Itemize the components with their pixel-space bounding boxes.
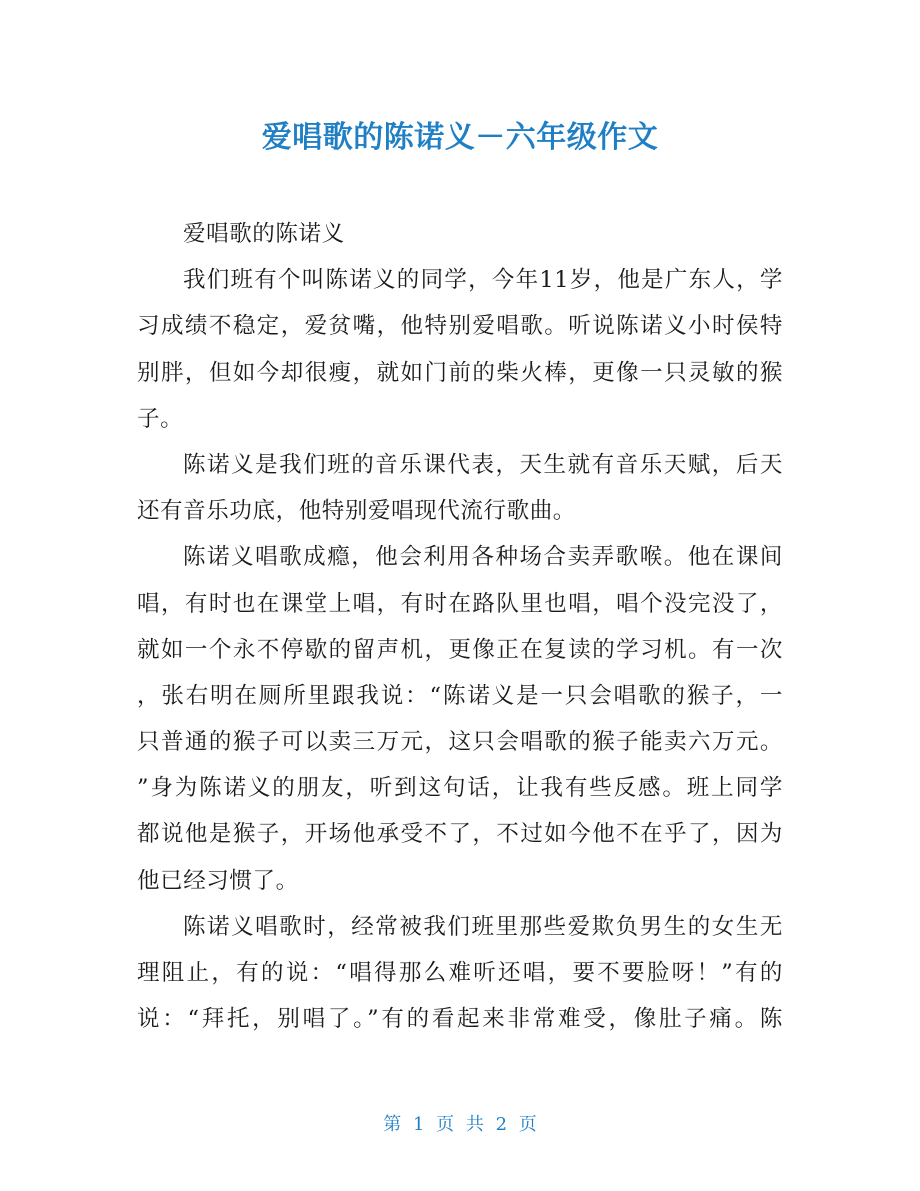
- text-line: 唱，有时也在课堂上唱，有时在路队里也唱，唱个没完没了，: [137, 590, 783, 617]
- text-line: 子。: [137, 405, 184, 432]
- text-line: 别胖，但如今却很瘦，就如门前的柴火棒，更像一只灵敏的猴: [137, 359, 783, 386]
- text-line: 陈诺义唱歌时，经常被我们班里那些爱欺负男生的女生无: [183, 913, 783, 940]
- document-body: [137, 211, 783, 1042]
- text-line: 习成绩不稳定，爱贫嘴，他特别爱唱歌。听说陈诺义小时侯特: [137, 313, 783, 340]
- subtitle-line: 爱唱歌的陈诺义: [183, 221, 345, 247]
- document-title: 爱唱歌的陈诺义－六年级作文: [261, 120, 659, 155]
- text-line: 就如一个永不停歇的留声机，更像正在复读的学习机。有一次: [137, 636, 783, 663]
- text-line: ，张右明在厕所里跟我说：“陈诺义是一只会唱歌的猴子，一: [137, 682, 783, 709]
- text-line: 他已经习惯了。: [137, 867, 299, 894]
- text-line: 说：“拜托，别唱了。”有的看起来非常难受，像肚子痛。陈: [137, 1006, 783, 1033]
- text-line: 理阻止，有的说：“唱得那么难听还唱，要不要脸呀！”有的: [137, 960, 783, 986]
- text-line: 都说他是猴子，开场他承受不了，不过如今他不在乎了，因为: [137, 821, 783, 848]
- text-line: 只普通的猴子可以卖三万元，这只会唱歌的猴子能卖六万元。: [137, 729, 783, 756]
- page-number-footer: 第 1 页 共 2 页: [383, 1114, 537, 1135]
- text-line: 陈诺义是我们班的音乐课代表，天生就有音乐天赋，后天: [183, 451, 783, 478]
- text-line: 我们班有个叫陈诺义的同学，今年11岁，他是广东人，学: [183, 267, 783, 294]
- text-line: 陈诺义唱歌成瘾，他会利用各种场合卖弄歌喉。他在课间: [183, 544, 783, 571]
- text-line: ”身为陈诺义的朋友，听到这句话，让我有些反感。班上同学: [137, 775, 783, 802]
- text-line: 还有音乐功底，他特别爱唱现代流行歌曲。: [137, 498, 576, 525]
